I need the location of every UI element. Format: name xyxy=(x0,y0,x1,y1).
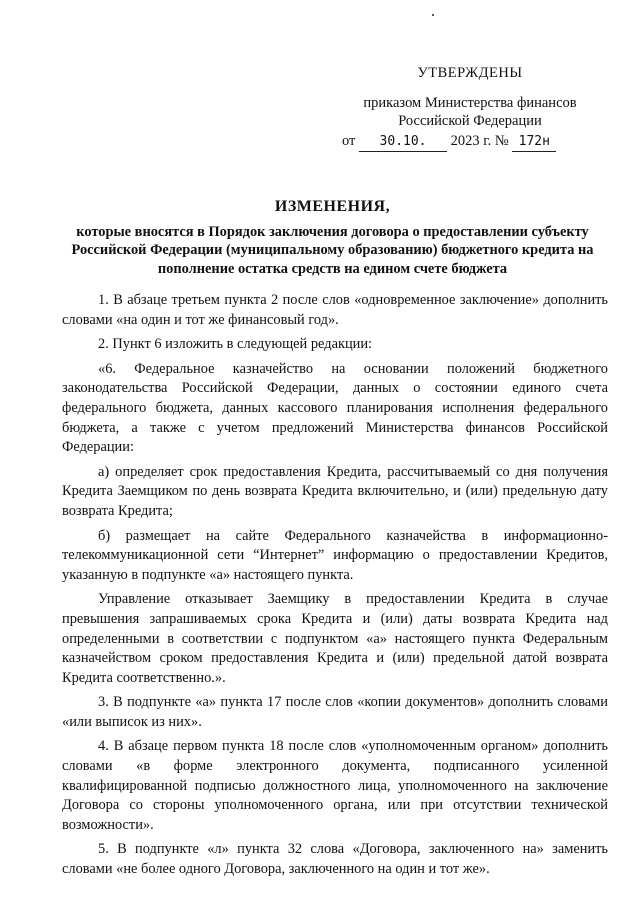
paragraph-6: Управление отказывает Заемщику в предоставлении Кредита в случае превышения запрашиваемых срока Кредита и (или) даты возврата Кредита над определенными в соответствии с подпунктом «а» настоящего пункта Федеральным казначейством сроком предоставления Кредита и (или) предельной датой возврата Кредита соответственно.». xyxy=(62,591,608,686)
heading-subtitle: которые вносятся в Порядок заключения договора о предоставлении субъекту Российской Федерации (муниципальному образованию) бюджетного кредита на пополнение остатка средств на едином счете бюджета xyxy=(71,223,594,277)
approval-line-1: приказом Министерства финансов xyxy=(363,95,577,111)
approval-line-2: Российской Федерации xyxy=(398,113,542,129)
order-number: 172н xyxy=(512,133,556,152)
approval-block xyxy=(330,64,610,152)
date-year: 2023 г. № xyxy=(450,133,509,149)
document-body xyxy=(62,291,608,885)
paragraph-4: а) определяет срок предоставления Кредита, рассчитываемый со дня получения Кредита Заемщиком по день возврата Кредита включительно, и (или) предельную дату возврата Кредита; xyxy=(62,463,608,519)
paragraph-8: 4. В абзаце первом пункта 18 после слов «уполномоченным органом» дополнить словами «в форме электронного документа, подписанного усиленной квалифицированной подписью должностного лица, уполномоченного на заключение Договора со стороны уполномоченного органа, или при отсутствии технической возможности». xyxy=(62,738,608,833)
paragraph-1: 1. В абзаце третьем пункта 2 после слов «одновременное заключение» дополнить словами «на один и тот же финансовый год». xyxy=(62,292,608,328)
document-heading xyxy=(40,198,625,278)
heading-title: ИЗМЕНЕНИЯ, xyxy=(274,198,391,215)
date-prefix: от xyxy=(342,133,356,149)
paragraph-5: б) размещает на сайте Федерального казначейства в информационно-телекоммуникационной сети “Интернет” информацию о предоставлении Кредитов, указанную в подпункте «а» настоящего пункта. xyxy=(62,527,608,583)
scan-speck xyxy=(432,14,434,16)
paragraph-2: 2. Пункт 6 изложить в следующей редакции: xyxy=(98,336,373,353)
paragraph-3: «6. Федеральное казначейство на основании положений бюджетного законодательства Российской Федерации, данных о состоянии единого счета федерального бюджета, данных кассового планирования исполнения федерального бюджета, а также с учетом предложений Министерства финансов Российской Федерации: xyxy=(62,360,608,456)
approval-date-line xyxy=(330,132,610,152)
approval-title: УТВЕРЖДЕНЫ xyxy=(417,65,523,81)
date-value: 30.10. xyxy=(359,133,447,152)
paragraph-9: 5. В подпункте «л» пункта 32 слова «Договора, заключенного на» заменить словами «не более одного Договора, заключенного на один и тот же». xyxy=(62,841,608,878)
paragraph-7: 3. В подпункте «а» пункта 17 после слов «копии документов» дополнить словами «или выписок из них». xyxy=(62,694,608,730)
